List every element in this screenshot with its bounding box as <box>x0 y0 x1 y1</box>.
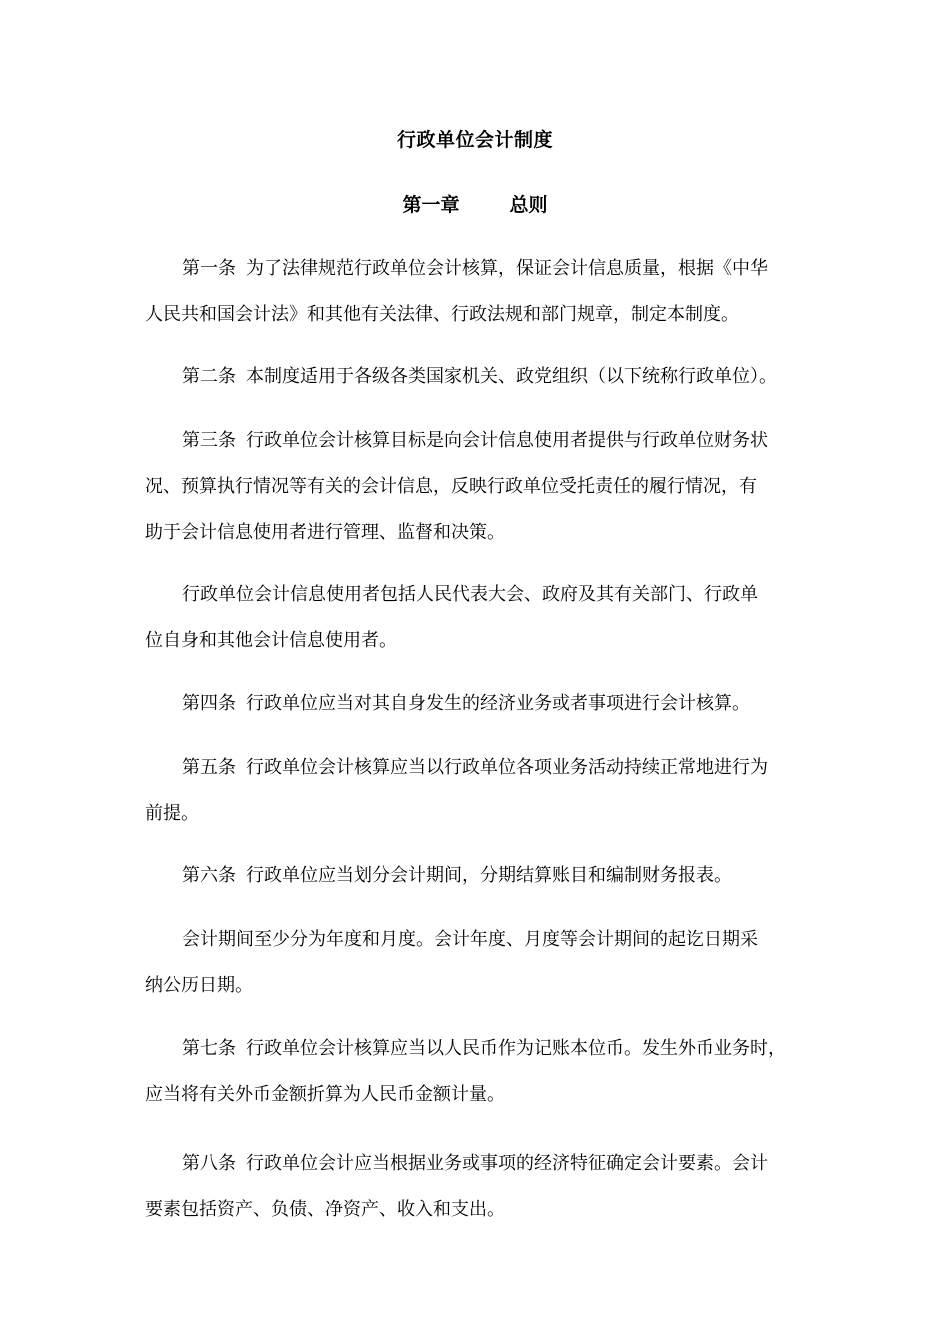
article-number: 第二条 <box>182 366 236 387</box>
paragraph-line: 应当将有关外币金额折算为人民币金额计量。 <box>145 1084 505 1105</box>
article-7-paragraph <box>145 1026 825 1118</box>
article-4-paragraph <box>145 681 825 727</box>
chapter-number: 第一章 <box>402 194 460 216</box>
article-8-paragraph <box>145 1141 825 1233</box>
article-2-paragraph <box>145 354 825 400</box>
paragraph-line: 第三条 行政单位会计核算目标是向会计信息使用者提供与行政单位财务状 <box>182 430 768 451</box>
paragraph-line: 第五条 行政单位会计核算应当以行政单位各项业务活动持续正常地进行为 <box>182 757 768 778</box>
paragraph-line: 行政单位会计信息使用者包括人民代表大会、政府及其有关部门、行政单 <box>182 584 758 605</box>
paragraph-line: 第四条 行政单位应当对其自身发生的经济业务或者事项进行会计核算。 <box>182 693 750 714</box>
paragraph-line: 助于会计信息使用者进行管理、监督和决策。 <box>145 522 505 543</box>
chapter-heading <box>0 190 950 217</box>
paragraph-line: 第二条 本制度适用于各级各类国家机关、政党组织（以下统称行政单位）。 <box>182 366 777 387</box>
article-6-paragraph <box>145 853 825 899</box>
paragraph-line: 第一条 为了法律规范行政单位会计核算，保证会计信息质量，根据《中华 <box>182 258 768 279</box>
paragraph-line: 位自身和其他会计信息使用者。 <box>145 630 397 651</box>
article-6-continuation-paragraph <box>145 917 825 1009</box>
paragraph-line: 第七条 行政单位会计核算应当以人民币作为记账本位币。发生外币业务时， <box>182 1038 786 1059</box>
paragraph-line: 纳公历日期。 <box>145 975 253 996</box>
article-number: 第六条 <box>182 865 236 886</box>
paragraph-line: 况、预算执行情况等有关的会计信息，反映行政单位受托责任的履行情况，有 <box>145 476 757 497</box>
article-3-continuation-paragraph <box>145 572 825 664</box>
article-number: 第五条 <box>182 757 236 778</box>
article-5-paragraph <box>145 745 825 837</box>
article-1-paragraph <box>145 246 825 338</box>
chapter-name: 总则 <box>509 194 548 216</box>
paragraph-line: 人民共和国会计法》和其他有关法律、行政法规和部门规章，制定本制度。 <box>145 304 739 325</box>
paragraph-line: 要素包括资产、负债、净资产、收入和支出。 <box>145 1199 505 1220</box>
paragraph-line: 第六条 行政单位应当划分会计期间，分期结算账目和编制财务报表。 <box>182 865 732 886</box>
article-number: 第三条 <box>182 430 236 451</box>
article-number: 第四条 <box>182 693 236 714</box>
paragraph-line: 会计期间至少分为年度和月度。会计年度、月度等会计期间的起讫日期采 <box>182 929 758 950</box>
article-number: 第八条 <box>182 1153 236 1174</box>
article-3-paragraph <box>145 418 825 556</box>
paragraph-line: 前提。 <box>145 803 199 824</box>
paragraph-line: 第八条 行政单位会计应当根据业务或事项的经济特征确定会计要素。会计 <box>182 1153 768 1174</box>
document-title: 行政单位会计制度 <box>396 129 553 151</box>
article-number: 第七条 <box>182 1038 236 1059</box>
article-number: 第一条 <box>182 258 236 279</box>
